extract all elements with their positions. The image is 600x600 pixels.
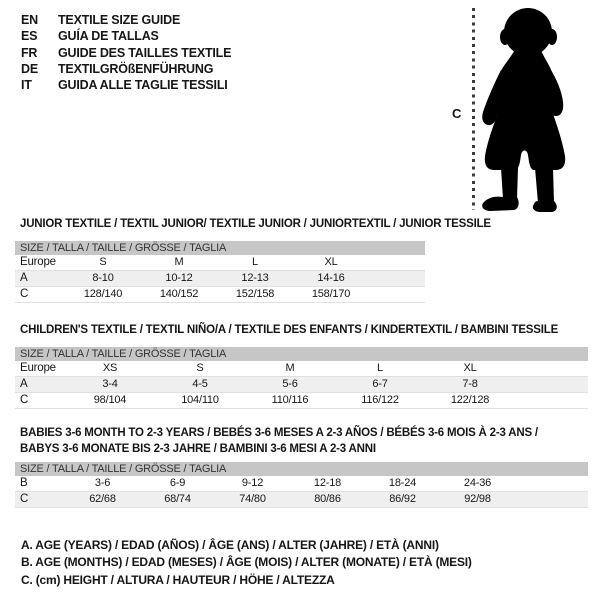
table-row [15,271,425,287]
row-label: Europe [20,362,56,374]
table-cell: S [196,362,204,374]
language-row [21,61,231,77]
row-label: C [20,288,29,300]
table-cell: 92/98 [464,493,491,505]
table-cell: 110/116 [271,394,309,406]
table-cell: 152/158 [235,288,275,300]
language-row [21,12,231,28]
row-label: A [20,272,28,284]
table-cell: 62/68 [89,493,116,505]
table-cell: 3-4 [102,378,118,390]
table-cell: 7-8 [462,378,478,390]
language-code: EN [21,13,38,27]
table-cell: 12-13 [241,272,269,284]
size-table [15,462,588,508]
table-cell: 8-10 [92,272,114,284]
language-code: IT [21,78,32,93]
table-title-line: JUNIOR TEXTILE / TEXTIL JUNIOR/ TEXTILE JUNIOR / JUNIORTEXTIL / JUNIOR TESSILE [20,218,491,230]
row-label: C [20,394,29,406]
table-title [15,425,593,457]
table-cell: 104/110 [181,394,219,406]
row-label: A [20,378,28,390]
table-cell: M [174,256,184,268]
table-cell: 98/104 [93,394,127,406]
size-table [15,347,588,409]
table-cell: 14-16 [317,272,345,284]
table-title-line: BABIES 3-6 MONTH TO 2-3 YEARS / BEBÉS 3-6 MESES A 2-3 AÑOS / BÉBÉS 3-6 MOIS À 2-3 ANS / [20,427,538,439]
table-cell: 158/170 [311,288,351,300]
table-cell: 140/152 [159,288,199,300]
table-cell: 116/122 [361,394,399,406]
language-row [21,45,231,61]
row-label: B [20,477,28,489]
table-cell: 9-12 [241,477,264,489]
table-cell: 5-6 [282,378,298,390]
table-cell: M [285,362,295,374]
language-row [21,77,231,93]
table-cell: 128/140 [83,288,123,300]
language-title: GUIDE DES TAILLES TEXTILE [58,45,232,60]
table-row [15,492,588,508]
table-cell: L [252,256,258,268]
table-cell: 122/128 [450,394,490,406]
table-cell: S [99,256,107,268]
height-measure-label: C [452,106,462,121]
language-list [21,12,231,93]
language-title: GUIDA ALLE TAGLIE TESSILI [58,78,228,93]
language-code: FR [21,45,38,60]
language-code: DE [21,61,38,76]
table-header-bar: SIZE / TALLA / TAILLE / GRÖSSE / TAGLIA [15,347,588,361]
table-cell: XS [102,362,118,374]
measure-legend [21,537,472,589]
table-row [15,377,588,393]
legend-line: A. AGE (YEARS) / EDAD (AÑOS) / ÂGE (ANS) / ALTER (JAHRE) / ETÀ (ANNI) [21,538,439,552]
table-cell: XL [463,362,477,374]
table-cell: 74/80 [239,493,266,505]
language-title: TEXTILGRÖßENFÜHRUNG [58,61,214,76]
legend-line: C. (cm) HEIGHT / ALTURA / HAUTEUR / HÖHE / ALTEZZA [21,572,335,587]
language-code: ES [21,29,38,44]
table-row [15,476,588,492]
table-cell: 6-7 [372,378,388,390]
table-cell: 86/92 [389,493,416,505]
language-row [21,28,231,44]
table-title [15,322,593,338]
table-cell: 80/86 [314,493,341,505]
table-cell: L [377,362,383,374]
row-label: C [20,493,29,505]
size-table-section [15,425,593,508]
table-header-bar: SIZE / TALLA / TAILLE / GRÖSSE / TAGLIA [15,462,588,476]
table-title-line: BABYS 3-6 MONATE BIS 2-3 JAHRE / BAMBINI 3-6 MESI A 2-3 ANNI [20,443,376,455]
table-row [15,287,425,303]
baby-silhouette-icon [475,6,570,212]
legend-line: B. AGE (MONTHS) / EDAD (MESES) / ÂGE (MOIS) / ALTER (MONATE) / ETÀ (MESI) [21,555,472,570]
table-cell: 4-5 [192,378,208,390]
language-title: GUÍA DE TALLAS [58,29,159,44]
size-table-section [15,216,593,303]
row-label: Europe [20,256,56,268]
table-cell: XL [324,256,338,268]
table-cell: 10-12 [165,272,193,284]
table-cell: 68/74 [164,493,191,505]
table-cell: 18-24 [388,477,417,489]
table-row [15,393,588,409]
size-table-section [15,322,593,409]
table-title [15,216,593,232]
table-cell: 6-9 [169,477,186,489]
table-title-line: CHILDREN'S TEXTILE / TEXTIL NIÑO/A / TEXTILE DES ENFANTS / KINDERTEXTIL / BAMBINI TESSILE [20,324,559,336]
table-cell: 24-36 [463,477,492,489]
table-row [15,361,588,377]
table-cell: 3-6 [94,477,111,489]
table-row [15,255,425,271]
language-title: TEXTILE SIZE GUIDE [58,13,181,27]
table-header-bar: SIZE / TALLA / TAILLE / GRÖSSE / TAGLIA [15,241,425,255]
table-cell: 12-18 [313,477,342,489]
size-table [15,241,425,303]
